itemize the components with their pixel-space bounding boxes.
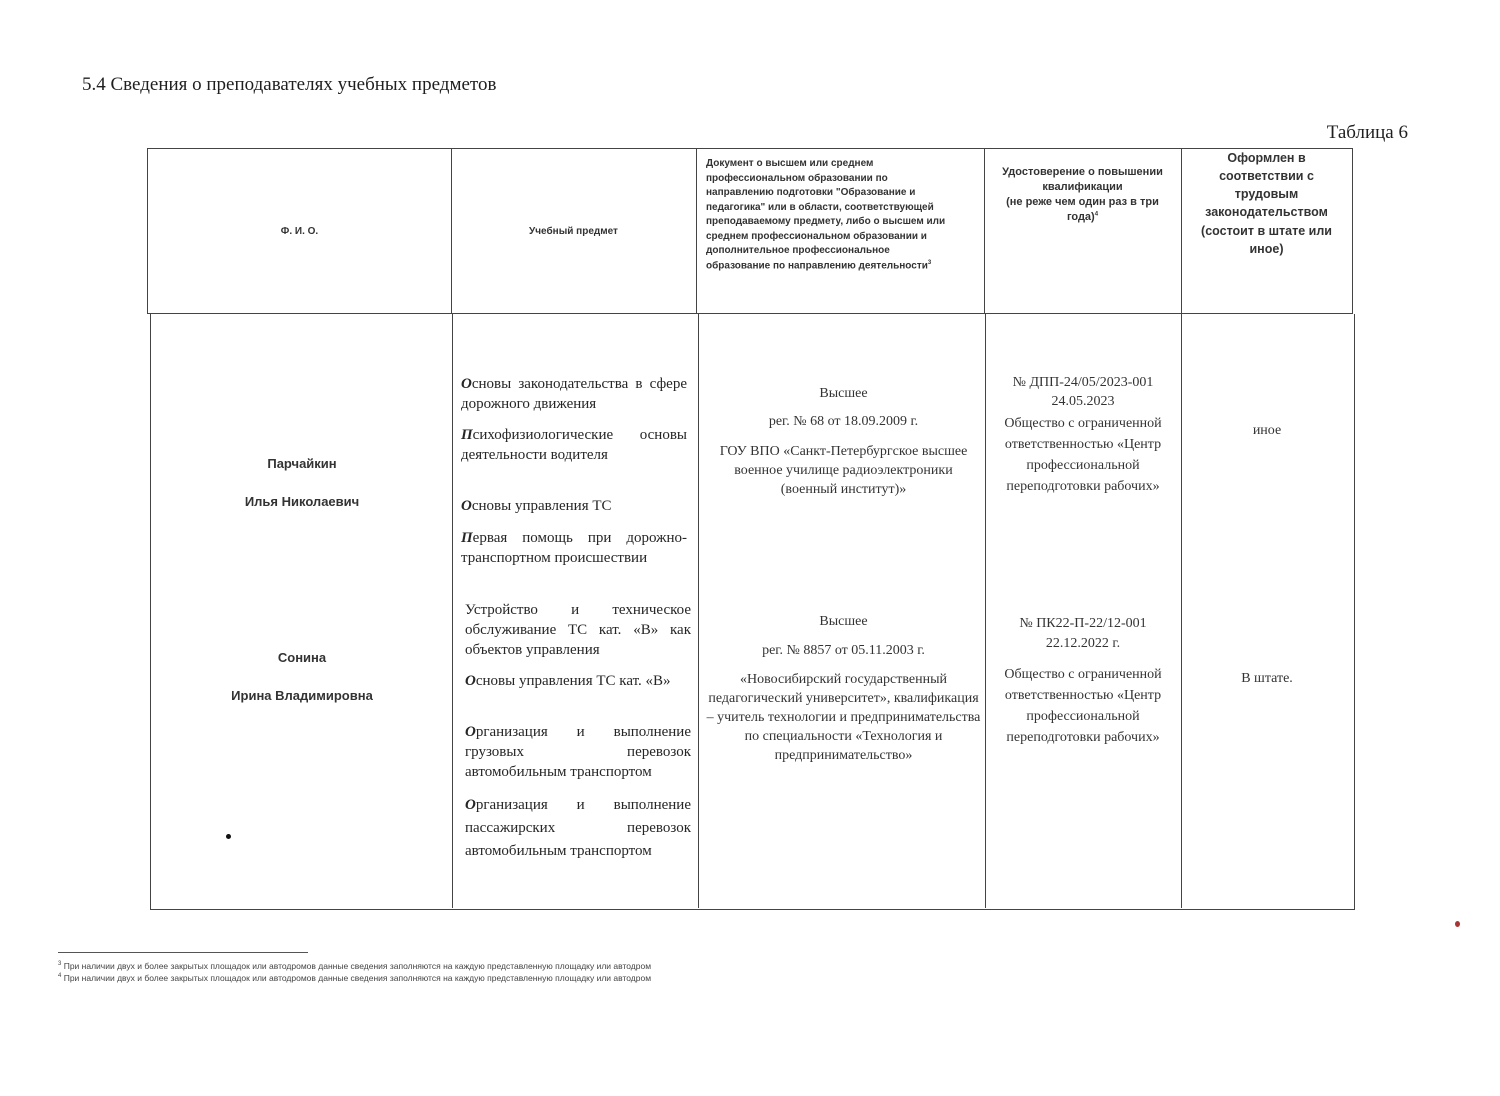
education-institution: «Новосибирский государственный педагогический университет», квалификация – учитель технологии и предпринимательства по специальности «Технология и предпринимательство»	[706, 672, 981, 763]
education-registration: рег. № 8857 от 05.11.2003 г.	[762, 643, 925, 658]
employment-status: В штате.	[1241, 671, 1293, 686]
subject-initial: О	[461, 376, 472, 392]
subject-item	[465, 600, 691, 660]
certificate-organization: Общество с ограниченной ответственностью «Центр профессиональной переподготовки рабочих»	[1004, 416, 1162, 494]
subject-initial: О	[465, 797, 476, 813]
header-document-line: дополнительное профессиональное	[706, 245, 890, 256]
footnote-separator	[58, 952, 308, 953]
footnote	[58, 973, 651, 983]
teacher-surname: Парчайкин	[267, 456, 337, 471]
header-document-line: Документ о высшем или среднем	[706, 158, 874, 169]
subject-item	[461, 528, 687, 568]
header-document	[696, 149, 984, 313]
header-document-footnote-mark: 3	[927, 259, 932, 266]
subject-text: сновы управления ТС	[471, 498, 612, 514]
header-employment: Оформлен в соответствии с трудовым законодательством (состоит в штате или иное)	[1201, 151, 1332, 256]
footnote	[58, 961, 651, 971]
subject-item	[465, 671, 691, 691]
education-institution: ГОУ ВПО «Санкт-Петербургское высшее военное училище радиоэлектроники (военный институт)»	[719, 444, 968, 497]
subject-item	[461, 425, 687, 465]
education-level: Высшее	[819, 386, 868, 401]
header-document-line: образование по направлению деятельности	[706, 259, 928, 271]
header-document-line: педагогика" или в области, соответствующей	[706, 201, 934, 213]
footnote-mark: 4	[58, 973, 62, 979]
subject-item	[461, 374, 687, 414]
column-divider	[1181, 314, 1182, 908]
header-document-line: среднем профессиональном образовании и	[706, 230, 927, 242]
footnote-mark: 3	[58, 961, 62, 967]
certificate-number: № ПК22-П-22/12-001	[1019, 616, 1147, 631]
header-document-line: направлению подготовки "Образование и	[706, 187, 916, 198]
teacher-surname: Сонина	[277, 650, 327, 665]
subject-text: рганизация и выполнение пассажирских перевозок автомобильным транспортом	[465, 797, 691, 859]
subject-initial: П	[461, 427, 473, 443]
header-certificate-footnote-mark: 4	[1094, 210, 1099, 217]
certificate-number: № ДПП-24/05/2023-001	[1012, 375, 1154, 390]
subject-text: Устройство и техническое обслуживание ТС кат. «В» как объектов управления	[465, 602, 691, 658]
subject-text: сновы управления ТС кат. «В»	[475, 673, 671, 689]
certificate-date: 22.12.2022 г.	[1045, 636, 1121, 651]
certificate-organization: Общество с ограниченной ответственностью «Центр профессиональной переподготовки рабочих»	[1004, 667, 1162, 745]
footnote-text: При наличии двух и более закрытых площадок или автодромов данные сведения заполняются на каждую представленную площадку или автодром	[63, 973, 652, 983]
subject-initial: О	[465, 673, 476, 689]
subject-item	[461, 496, 687, 516]
header-fio: Ф. И. О.	[280, 225, 319, 237]
subject-text: ервая помощь при дорожно-транспортном происшествии	[461, 530, 687, 566]
footnote-text: При наличии двух и более закрытых площадок или автодромов данные сведения заполняются на каждую представленную площадку или автодром	[63, 961, 652, 971]
column-divider	[985, 314, 986, 908]
header-certificate-note: (не реже чем один раз в три года)	[1006, 195, 1159, 223]
teacher-given-name: Ирина Владимировна	[231, 688, 373, 703]
table-label: Таблица 6	[1326, 122, 1408, 143]
header-document-line: профессиональном образовании по	[706, 172, 888, 184]
header-certificate-title: Удостоверение о повышении квалификации	[1002, 166, 1163, 193]
subject-initial: О	[461, 498, 472, 514]
education-registration: рег. № 68 от 18.09.2009 г.	[768, 414, 919, 429]
certificate-date: 24.05.2023	[1051, 394, 1115, 409]
teacher-given-name: Илья Николаевич	[244, 494, 360, 509]
subject-text: рганизация и выполнение грузовых перевозок автомобильным транспортом	[465, 724, 691, 780]
header-certificate	[984, 149, 1181, 313]
scan-speck	[1455, 921, 1460, 927]
section-title: 5.4 Сведения о преподавателях учебных предметов	[82, 74, 497, 95]
header-document-line: преподаваемому предмету, либо о высшем или	[706, 216, 946, 227]
subject-initial: П	[461, 530, 473, 546]
subject-initial: О	[465, 724, 476, 740]
column-divider	[452, 314, 453, 908]
header-subject: Учебный предмет	[529, 225, 618, 237]
subject-text: сновы законодательства в сфере дорожного движения	[461, 376, 687, 412]
scan-speck	[226, 834, 231, 839]
subject-item	[465, 794, 691, 863]
education-level: Высшее	[819, 614, 868, 629]
employment-status: иное	[1252, 423, 1282, 438]
subject-item	[465, 722, 691, 782]
table-header-row	[147, 148, 1353, 314]
column-divider	[698, 314, 699, 908]
subject-text: сихофизиологические основы деятельности водителя	[461, 427, 687, 463]
